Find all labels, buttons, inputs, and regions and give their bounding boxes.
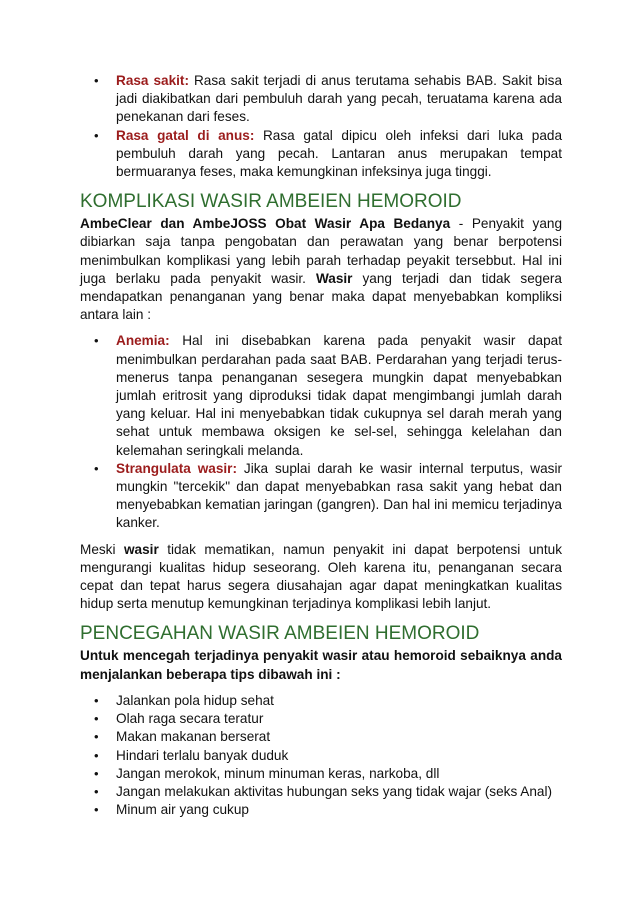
list-item: [80, 783, 562, 801]
symptom-list: [80, 72, 562, 181]
intro-bold-word: Wasir: [315, 270, 353, 286]
bullet-icon: •: [94, 729, 99, 745]
closing-pre: Meski: [80, 541, 124, 557]
intro-text-2: yang terjadi dan tidak segera mendapatkan penanganan yang benar maka dapat menyebabkan kompliksi antara lain :: [80, 270, 562, 323]
section-heading-pencegahan: PENCEGAHAN WASIR AMBEIEN HEMOROID: [80, 623, 480, 645]
bullet-icon: •: [94, 802, 99, 818]
bullet-icon: •: [94, 765, 99, 781]
list-item-text: Jika suplai darah ke wasir internal terputus, wasir mungkin "tercekik" dan dapat menyebabkan rasa sakit yang hebat dan menyebabkan kematian jaringan (gangren). Dan hal ini memicu terjadinya kanker.: [116, 460, 563, 531]
list-item-term: Rasa sakit:: [116, 73, 189, 88]
list-item: [80, 460, 562, 533]
intro-text: - Penyakit yang dibiarkan saja tanpa pengobatan dan perawatan yang benar berpotensi menimbulkan komplikasi yang lebih parah terhadap peyakit tersebbut. Hal ini juga berlaku pada penyakit wasir.: [80, 216, 562, 286]
list-item-text: Rasa gatal dipicu oleh infeksi dari luka pada pembuluh darah yang pecah. Lantaran anus merupakan tempat bermuaranya feses, maka kemungkinan infeksinya juga tinggi.: [116, 127, 562, 180]
section-heading-komplikasi: KOMPLIKASI WASIR AMBEIEN HEMOROID: [80, 191, 462, 213]
bullet-icon: •: [94, 460, 99, 476]
list-item: [80, 747, 562, 765]
list-item-text: Jangan melakukan aktivitas hubungan seks yang tidak wajar (seks Anal): [116, 783, 553, 799]
list-item: [80, 765, 562, 783]
list-item-text: Minum air yang cukup: [116, 802, 249, 818]
list-item-text: Jalankan pola hidup sehat: [116, 692, 274, 708]
bullet-icon: •: [94, 711, 99, 727]
list-item-text: Olah raga secara teratur: [116, 711, 264, 727]
list-item-text: Jangan merokok, minum minuman keras, narkoba, dll: [116, 765, 440, 781]
bullet-icon: •: [94, 747, 99, 763]
list-item: [80, 127, 562, 182]
list-item: [80, 692, 562, 710]
list-item: [80, 72, 562, 127]
list-item-text: Rasa sakit terjadi di anus terutama sehabis BAB. Sakit bisa jadi diakibatkan dari pembuluh darah yang pecah, teruatama karena ada penekanan dari feses.: [116, 73, 563, 125]
prevention-list: [80, 692, 562, 819]
bullet-icon: •: [94, 333, 99, 349]
list-item-term: Rasa gatal di anus:: [116, 127, 255, 143]
list-item: [80, 710, 562, 728]
list-item: [80, 728, 562, 746]
complication-list: [80, 332, 562, 532]
bullet-icon: •: [94, 783, 99, 799]
list-item-text: Makan makanan berserat: [116, 729, 271, 745]
komplikasi-closing: [80, 541, 562, 614]
list-item-text: Hindari terlalu banyak duduk: [116, 747, 289, 763]
document-content: [80, 72, 562, 819]
list-item-term: Strangulata wasir:: [116, 460, 237, 476]
list-item-text: Hal ini disebabkan karena pada penyakit wasir dapat menimbulkan perdarahan pada saat BAB. Perdarahan yang terjadi terus-menerus tanpa penanganan sesegera mungkin dapat menyebabkan jumlah eritrosit yang diproduksi tidak dapat mengimbangi jumlah darah yang keluar. Hal ini menyebabkan tidak cukupnya sel darah merah yang sehat untuk membawa oksigen ke sel-sel, sehingga kelelahan dan kelemahan seringkali melanda.: [116, 333, 562, 458]
closing-bold-word: wasir: [123, 541, 159, 557]
bullet-icon: •: [94, 127, 99, 143]
closing-post: tidak mematikan, namun penyakit ini dapat berpotensi untuk mengurangi kualitas hidup seseorang. Oleh karena itu, penanganan secara cepat dan tepat harus segera diusahajan agar dapat meningkatkan kualitas hidup serta menutup kemungkinan terjadinya komplikasi lebih lanjut.: [80, 541, 562, 612]
list-item: [80, 801, 562, 819]
komplikasi-intro: [80, 215, 562, 324]
list-item-term: Anemia:: [116, 333, 170, 349]
bullet-icon: •: [94, 692, 99, 708]
pencegahan-intro: Untuk mencegah terjadinya penyakit wasir atau hemoroid sebaiknya anda menjalankan beberapa tips dibawah ini :: [80, 648, 562, 682]
intro-bold-link[interactable]: AmbeClear dan AmbeJOSS Obat Wasir Apa Bedanya: [80, 216, 451, 232]
list-item: [80, 332, 562, 459]
bullet-icon: •: [94, 73, 99, 88]
